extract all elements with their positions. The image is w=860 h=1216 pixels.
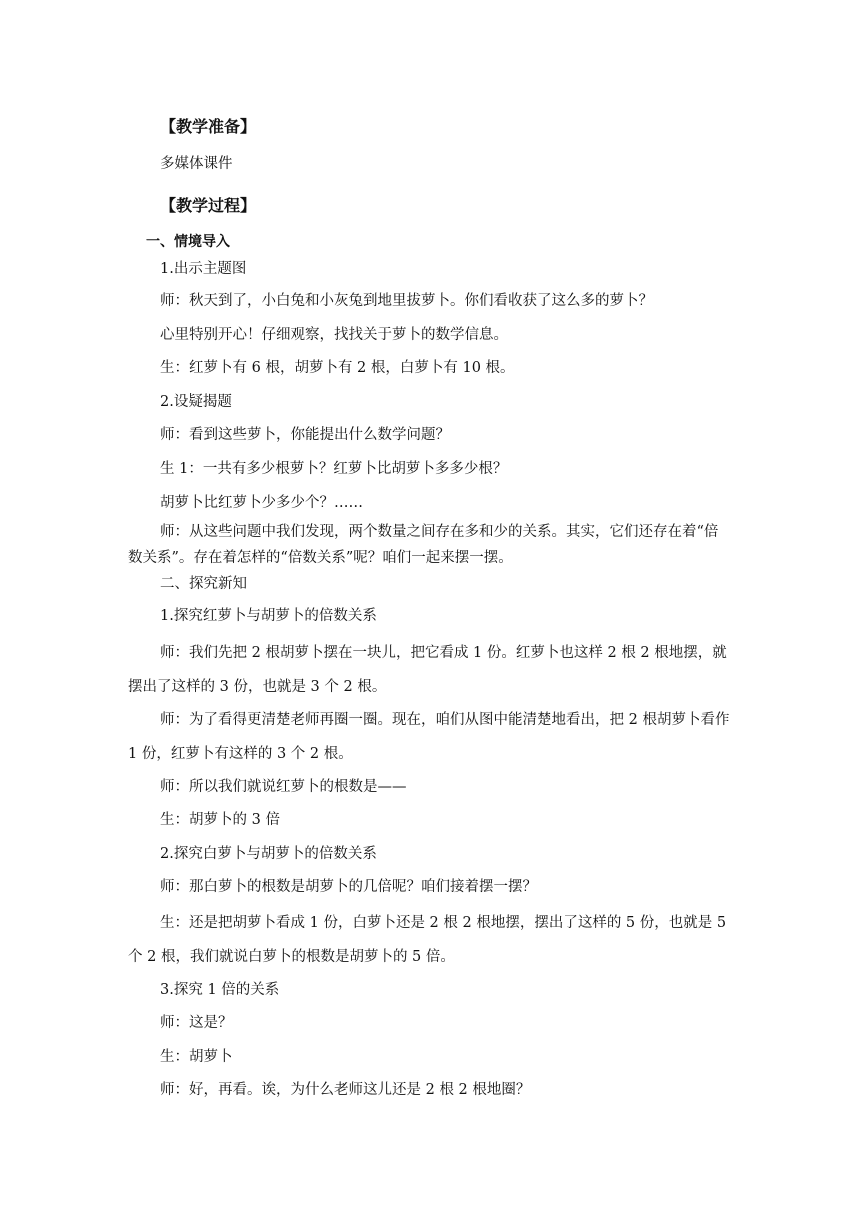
paragraph: 师：这是？ (160, 1015, 233, 1031)
paragraph: 多媒体课件 (160, 156, 233, 172)
paragraph: 心里特别开心！仔细观察，找找关于萝卜的数学信息。 (160, 327, 508, 343)
paragraph: 师：所以我们就说红萝卜的根数是—— (160, 779, 407, 795)
paragraph: 1.出示主题图 (160, 261, 247, 277)
paragraph: 师：那白萝卜的根数是胡萝卜的几倍呢？咱们接着摆一摆？ (160, 879, 537, 895)
paragraph: 3.探究 1 倍的关系 (160, 982, 280, 998)
heading-teaching-preparation: 【教学准备】 (160, 117, 257, 136)
paragraph: 2.探究白萝卜与胡萝卜的倍数关系 (160, 846, 377, 862)
paragraph: 师：秋天到了，小白兔和小灰兔到地里拔萝卜。你们看收获了这么多的萝卜？ (160, 293, 653, 309)
paragraph: 生 1：一共有多少根萝卜？红萝卜比胡萝卜多多少根？ (160, 461, 508, 477)
paragraph: 2.设疑揭题 (160, 394, 232, 410)
section-title: 一、情境导入 (146, 234, 230, 250)
paragraph: 生：胡萝卜的 3 倍 (160, 812, 280, 828)
paragraph: 生：红萝卜有 6 根，胡萝卜有 2 根，白萝卜有 10 根。 (160, 360, 515, 376)
paragraph: 师：看到这些萝卜，你能提出什么数学问题？ (160, 427, 450, 443)
paragraph: 师：好，再看。诶，为什么老师这儿还是 2 根 2 根地圈？ (160, 1082, 531, 1098)
heading-teaching-process: 【教学过程】 (160, 196, 257, 215)
paragraph: 1.探究红萝卜与胡萝卜的倍数关系 (160, 608, 377, 624)
paragraph: 师：从这些问题中我们发现，两个数量之间存在多和少的关系。其实，它们还存在着“倍数关系”。存在着怎样的“倍数关系”呢？咱们一起来摆一摆。 (128, 524, 719, 566)
paragraph: 师：我们先把 2 根胡萝卜摆在一块儿，把它看成 1 份。红萝卜也这样 2 根 2 根地摆，就摆出了这样的 3 份，也就是 3 个 2 根。 (128, 645, 727, 695)
paragraph: 胡萝卜比红萝卜少多少个？…… (160, 495, 363, 511)
section-title: 二、探究新知 (160, 576, 247, 592)
paragraph: 生：还是把胡萝卜看成 1 份，白萝卜还是 2 根 2 根地摆，摆出了这样的 5 份，也就是 5 个 2 根，我们就说白萝卜的根数是胡萝卜的 5 倍。 (128, 915, 727, 965)
paragraph: 师：为了看得更清楚老师再圈一圈。现在，咱们从图中能清楚地看出，把 2 根胡萝卜看作 1 份，红萝卜有这样的 3 个 2 根。 (128, 712, 730, 762)
paragraph: 生：胡萝卜 (160, 1049, 233, 1065)
